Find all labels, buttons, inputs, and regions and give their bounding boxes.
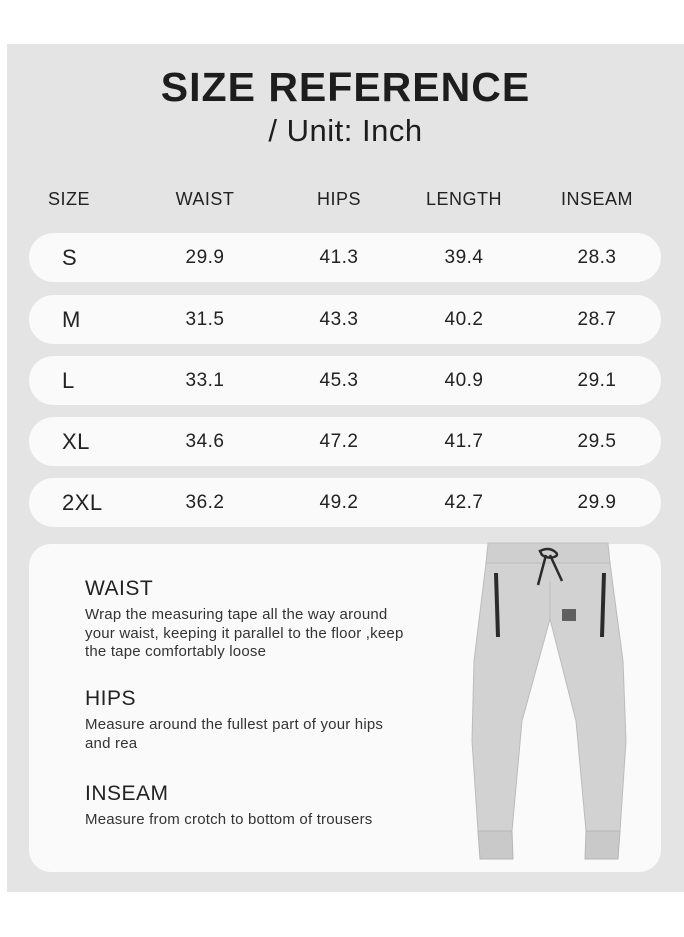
- length-cell: 41.7: [444, 431, 484, 452]
- length-cell: 40.2: [444, 309, 484, 330]
- inseam-cell: 28.7: [577, 309, 617, 330]
- inseam-cell: 29.9: [577, 492, 617, 513]
- length-cell: 39.4: [444, 247, 484, 268]
- size-cell: 2XL: [62, 490, 103, 515]
- guide-text-waist: [85, 606, 435, 662]
- column-header-inseam: INSEAM: [560, 189, 633, 209]
- guide-line: Wrap the measuring tape all the way around: [85, 606, 388, 623]
- waist-cell: 34.6: [185, 431, 225, 452]
- guide-line: Measure from crotch to bottom of trousers: [85, 811, 373, 828]
- hips-cell: 49.2: [319, 492, 359, 513]
- inseam-cell: 28.3: [577, 247, 617, 268]
- guide-line: your waist, keeping it parallel to the floor ,keep: [85, 624, 404, 642]
- guide-title-waist: WAIST: [85, 577, 154, 600]
- inseam-cell: 29.1: [577, 370, 617, 391]
- table-row: [29, 295, 661, 344]
- hips-cell: 45.3: [319, 370, 359, 391]
- page-subtitle: / Unit: Inch: [268, 113, 423, 148]
- size-chart-panel: [7, 44, 684, 892]
- guide-line: and rea: [85, 734, 138, 752]
- column-header-hips: HIPS: [316, 189, 361, 209]
- length-cell: 42.7: [444, 492, 484, 513]
- size-cell: S: [62, 245, 78, 270]
- length-cell: 40.9: [444, 370, 484, 391]
- waist-cell: 31.5: [185, 309, 225, 330]
- size-cell: L: [62, 368, 75, 393]
- column-header-waist: WAIST: [175, 189, 235, 209]
- guide-title-hips: HIPS: [85, 687, 137, 710]
- guide-line: the tape comfortably loose: [85, 643, 267, 660]
- waist-cell: 36.2: [185, 492, 225, 513]
- guide-text-inseam: [85, 811, 435, 830]
- column-header-length: LENGTH: [425, 189, 502, 209]
- guide-line: Measure around the fullest part of your hips: [85, 716, 384, 733]
- table-row: [29, 233, 661, 282]
- column-header-size: SIZE: [48, 189, 91, 209]
- waist-cell: 33.1: [185, 370, 225, 391]
- table-row: [29, 417, 661, 466]
- hips-cell: 43.3: [319, 309, 359, 330]
- inseam-cell: 29.5: [577, 431, 617, 452]
- size-cell: M: [62, 307, 81, 332]
- page-title: SIZE REFERENCE: [160, 64, 531, 110]
- hips-cell: 41.3: [319, 247, 359, 268]
- table-row: [29, 478, 661, 527]
- hips-cell: 47.2: [319, 431, 359, 452]
- size-cell: XL: [62, 429, 90, 454]
- guide-title-inseam: INSEAM: [85, 782, 169, 805]
- table-row: [29, 356, 661, 405]
- table-header: [7, 189, 684, 213]
- jogger-pants-icon: [458, 541, 640, 861]
- guide-text-hips: [85, 716, 435, 753]
- waist-cell: 29.9: [185, 247, 225, 268]
